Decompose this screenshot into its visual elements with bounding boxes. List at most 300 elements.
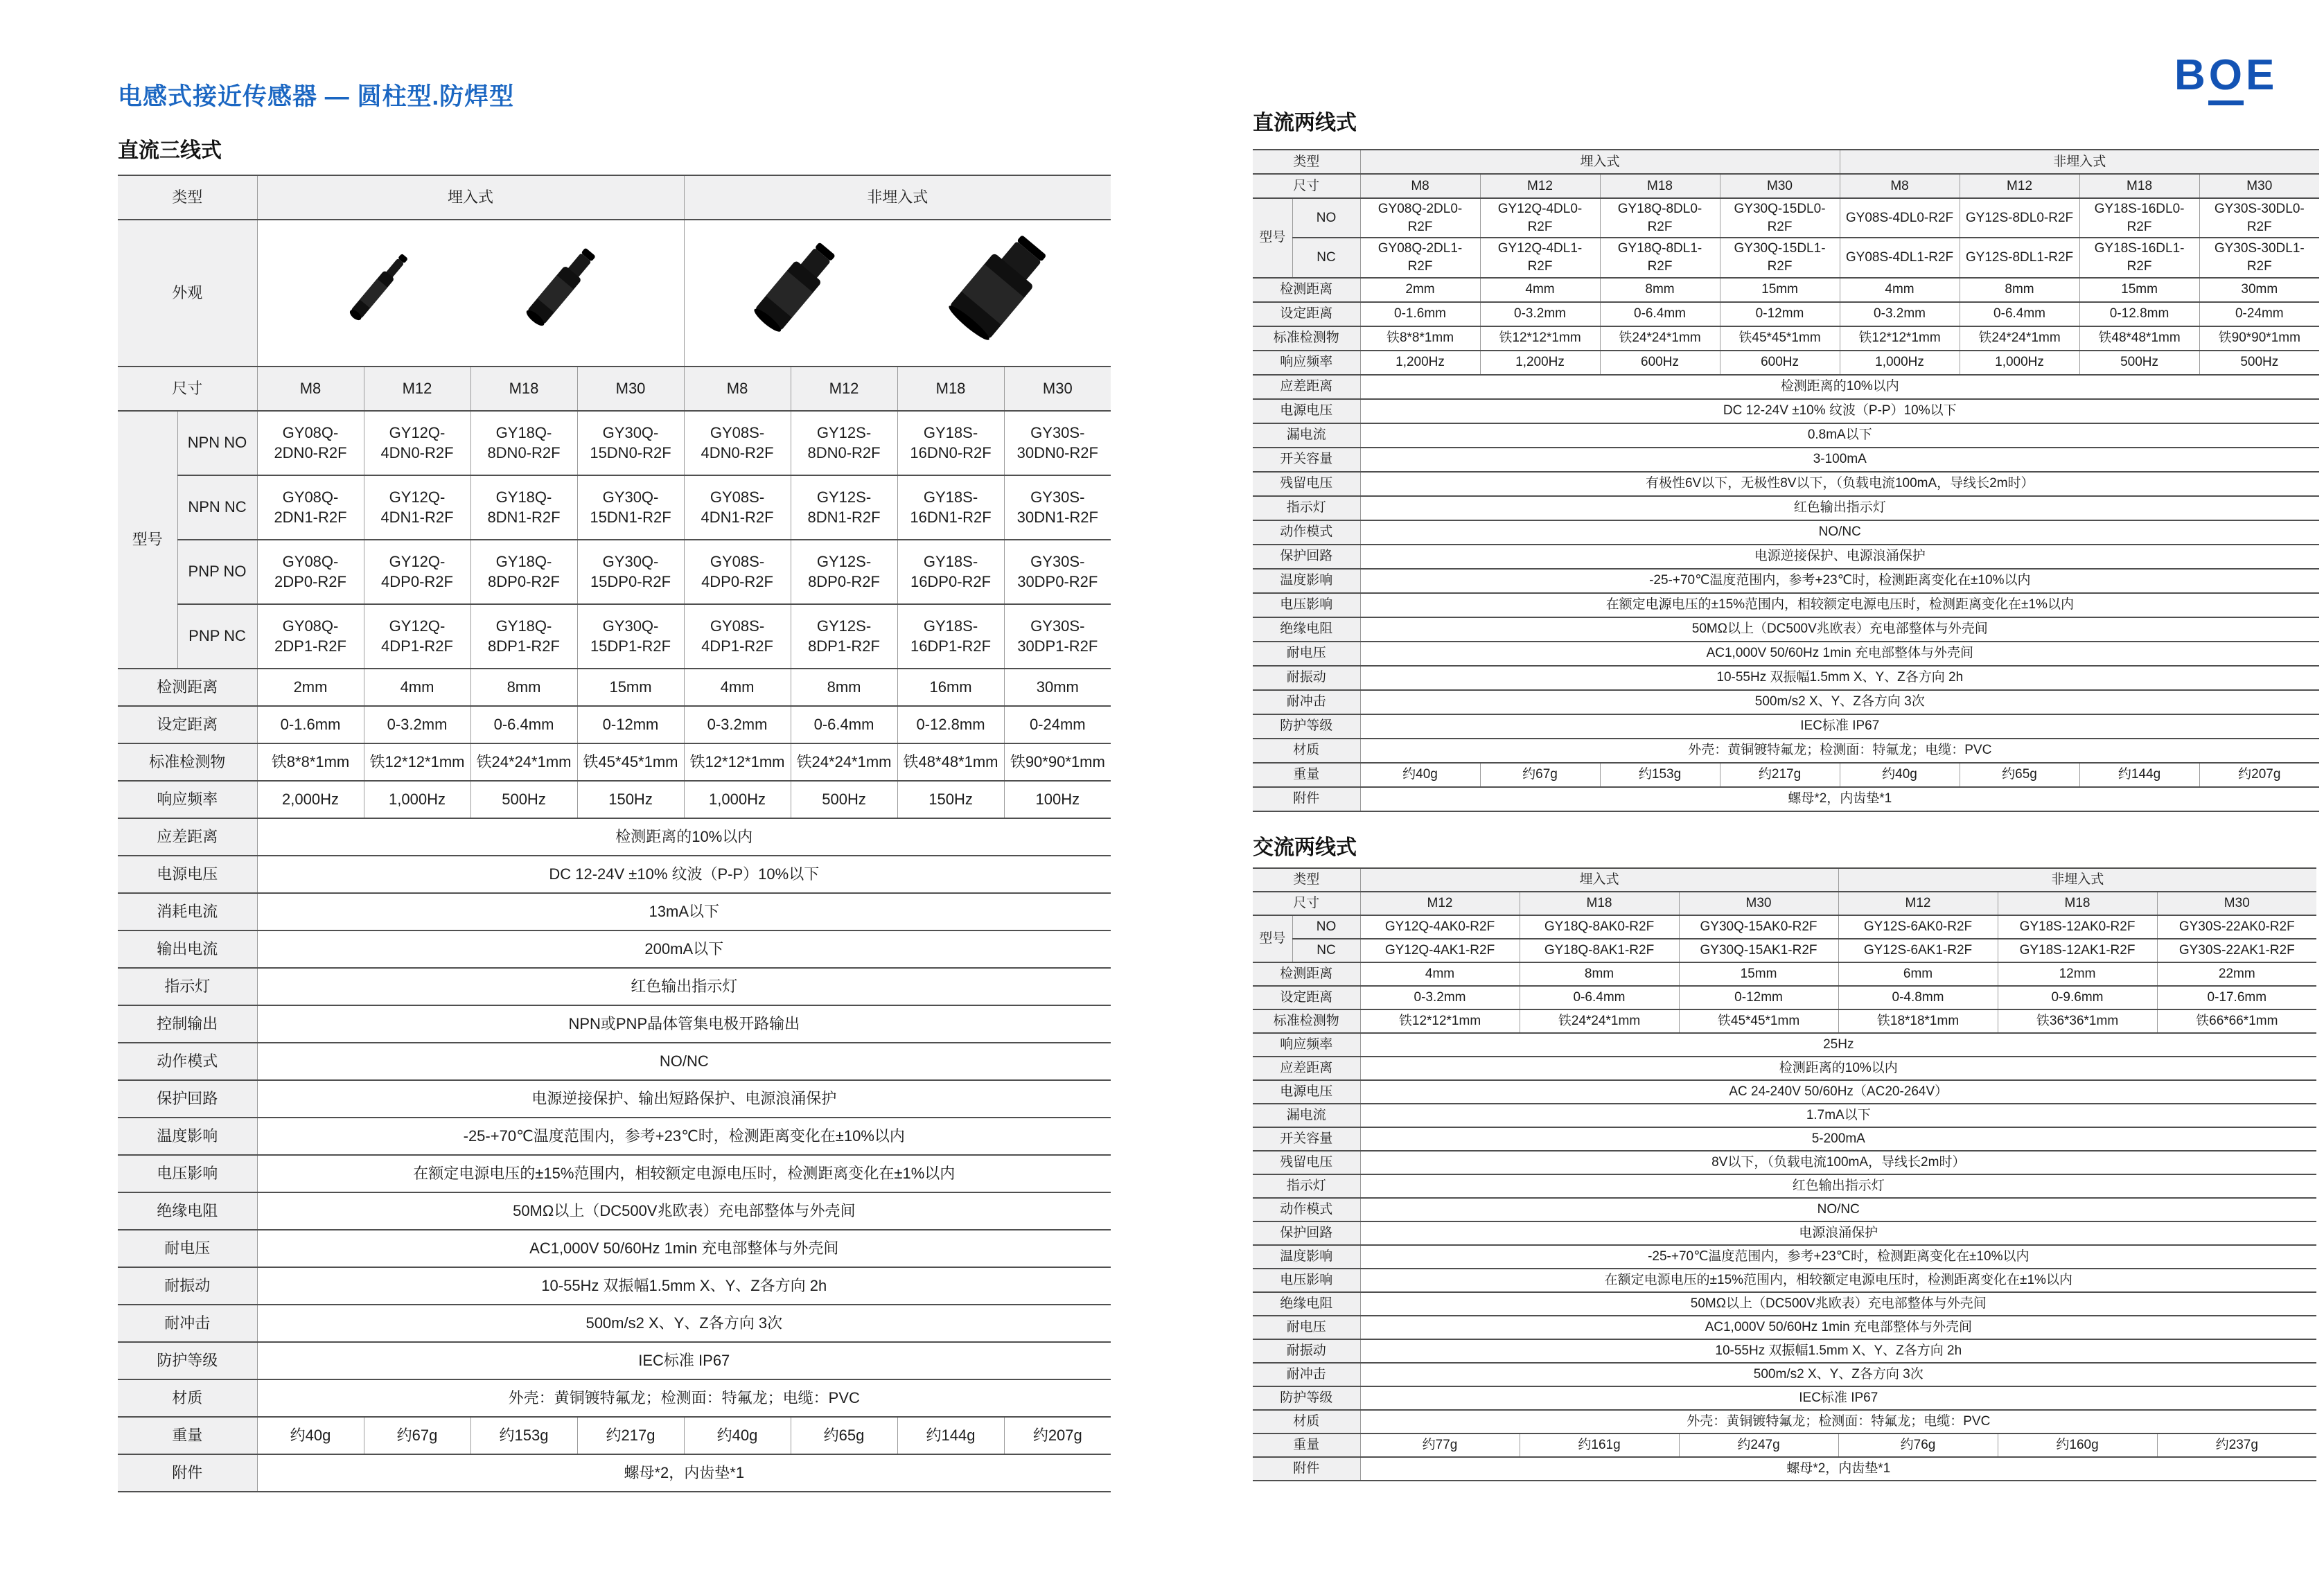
- spec-span-cell: NPN或PNP晶体管集电极开路输出: [257, 1005, 1111, 1043]
- model-number-cell: GY30S-22AK0-R2F: [2157, 915, 2316, 939]
- spec-value-cell: 12mm: [1998, 962, 2157, 986]
- table-row: [1253, 642, 2319, 666]
- spec-span-cell: 电源浪涌保护: [1360, 1221, 2316, 1245]
- spec-value-cell: 铁36*36*1mm: [1998, 1009, 2157, 1033]
- spec-value-cell: 0-6.4mm: [1960, 302, 2079, 326]
- row-label: 类型: [118, 175, 257, 220]
- type-group-header: 非埋入式: [1840, 150, 2319, 174]
- spec-span-cell: 500m/s2 X、Y、Z各方向 3次: [1360, 690, 2319, 714]
- spec-value-cell: 16mm: [897, 669, 1004, 706]
- row-label: 设定距离: [118, 706, 257, 743]
- table-row: [1253, 1245, 2316, 1269]
- model-number-cell: GY30Q-15DP0-R2F: [577, 540, 684, 604]
- table-row: [1253, 399, 2319, 423]
- table-row: [118, 669, 1111, 706]
- model-number-cell: GY18S-16DL0-R2F: [2079, 198, 2199, 238]
- model-number-cell: GY30S-30DP1-R2F: [1004, 604, 1111, 669]
- dc-two-wire-spec-table: [1253, 149, 2319, 812]
- spec-span-cell: 5-200mA: [1360, 1127, 2316, 1151]
- sensor-medium-photo: [500, 232, 617, 354]
- spec-value-cell: 0-3.2mm: [1360, 986, 1520, 1009]
- model-number-cell: GY12Q-4DP1-R2F: [364, 604, 470, 669]
- table-row: [1253, 545, 2319, 569]
- row-label: 型号: [1253, 198, 1292, 278]
- spec-value-cell: 铁18*18*1mm: [1838, 1009, 1998, 1033]
- spec-span-cell: 外壳：黄铜镀特氟龙；检测面：特氟龙；电缆：PVC: [1360, 739, 2319, 763]
- row-label: 指示灯: [1253, 496, 1360, 520]
- spec-value-cell: 0-6.4mm: [1600, 302, 1720, 326]
- sensor-photo-cell: [257, 220, 684, 367]
- spec-value-cell: 0-6.4mm: [470, 706, 577, 743]
- table-row: [1253, 1080, 2316, 1104]
- size-header-cell: M18: [470, 367, 577, 411]
- spec-span-cell: 电源逆接保护、输出短路保护、电源浪涌保护: [257, 1080, 1111, 1118]
- spec-value-cell: 铁12*12*1mm: [1360, 1009, 1520, 1033]
- table-row: [1253, 1151, 2316, 1174]
- spec-value-cell: 8mm: [1600, 278, 1720, 302]
- ac2-table: [1253, 867, 2316, 1481]
- spec-span-cell: NO/NC: [1360, 1198, 2316, 1221]
- model-number-cell: GY12S-8DN1-R2F: [791, 475, 897, 540]
- model-number-cell: GY08Q-2DP1-R2F: [257, 604, 364, 669]
- model-number-cell: GY12S-8DP0-R2F: [791, 540, 897, 604]
- spec-value-cell: 0-3.2mm: [684, 706, 791, 743]
- size-header-cell: M12: [1960, 174, 2079, 198]
- row-label: 耐冲击: [118, 1305, 257, 1342]
- row-label: 标准检测物: [1253, 326, 1360, 351]
- model-number-cell: GY18S-12AK0-R2F: [1998, 915, 2157, 939]
- table-row: [118, 893, 1111, 930]
- spec-span-cell: 红色输出指示灯: [1360, 1174, 2316, 1198]
- spec-value-cell: 15mm: [1679, 962, 1838, 986]
- spec-value-cell: 30mm: [2199, 278, 2319, 302]
- row-label: 控制输出: [118, 1005, 257, 1043]
- spec-value-cell: 4mm: [1480, 278, 1600, 302]
- table-row: [1253, 326, 2319, 351]
- row-label: 型号: [118, 411, 177, 669]
- row-label: 耐冲击: [1253, 690, 1360, 714]
- model-number-cell: GY08Q-2DP0-R2F: [257, 540, 364, 604]
- row-label: 动作模式: [1253, 520, 1360, 545]
- model-number-cell: GY18Q-8DL0-R2F: [1600, 198, 1720, 238]
- model-number-cell: GY08Q-2DL0-R2F: [1360, 198, 1480, 238]
- size-header-cell: M12: [1838, 892, 1998, 915]
- table-row: [1253, 1127, 2316, 1151]
- spec-span-cell: AC1,000V 50/60Hz 1min 充电部整体与外壳间: [257, 1230, 1111, 1267]
- model-number-cell: GY30Q-15DL0-R2F: [1720, 198, 1840, 238]
- ac-two-wire-spec-table: [1253, 867, 2316, 1481]
- row-label: 温度影响: [1253, 569, 1360, 593]
- row-label: 防护等级: [118, 1342, 257, 1379]
- sensor-small-photo: [324, 238, 428, 348]
- spec-value-cell: 0-24mm: [1004, 706, 1111, 743]
- section-title-dc-two-wire: 直流两线式: [1253, 112, 1357, 134]
- spec-value-cell: 约40g: [1840, 763, 1960, 787]
- size-header-cell: M18: [2079, 174, 2199, 198]
- model-number-cell: GY08S-4DN1-R2F: [684, 475, 791, 540]
- spec-value-cell: 铁24*24*1mm: [1960, 326, 2079, 351]
- spec-span-cell: 50MΩ以上（DC500V兆欧表）充电部整体与外壳间: [257, 1192, 1111, 1230]
- spec-span-cell: 10-55Hz 双振幅1.5mm X、Y、Z各方向 2h: [257, 1267, 1111, 1305]
- table-row: [118, 1342, 1111, 1379]
- table-row: [1253, 302, 2319, 326]
- model-number-cell: GY30S-30DN1-R2F: [1004, 475, 1111, 540]
- spec-value-cell: 1,000Hz: [364, 781, 470, 818]
- spec-span-cell: 8V以下，（负载电流100mA，导线长2m时）: [1360, 1151, 2316, 1174]
- row-label: 检测距离: [118, 669, 257, 706]
- row-label: 耐冲击: [1253, 1363, 1360, 1386]
- model-number-cell: GY30Q-15AK0-R2F: [1679, 915, 1838, 939]
- spec-span-cell: IEC标准 IP67: [257, 1342, 1111, 1379]
- table-row: [1253, 423, 2319, 448]
- row-label: 耐振动: [1253, 1339, 1360, 1363]
- type-group-header: 非埋入式: [684, 175, 1111, 220]
- row-sublabel: NPN NC: [177, 475, 257, 540]
- table-row: [1253, 986, 2316, 1009]
- size-header-cell: M18: [1520, 892, 1679, 915]
- row-label: 漏电流: [1253, 1104, 1360, 1127]
- row-label: 检测距离: [1253, 278, 1360, 302]
- row-label: 电压影响: [1253, 593, 1360, 617]
- row-label: 温度影响: [1253, 1245, 1360, 1269]
- table-row: [118, 781, 1111, 818]
- model-number-cell: GY12S-8DP1-R2F: [791, 604, 897, 669]
- table-row: [1253, 1386, 2316, 1410]
- table-row: [1253, 787, 2319, 811]
- spec-value-cell: 铁8*8*1mm: [1360, 326, 1480, 351]
- spec-value-cell: 0-9.6mm: [1998, 986, 2157, 1009]
- spec-value-cell: 0-17.6mm: [2157, 986, 2316, 1009]
- table-row: [1253, 375, 2319, 399]
- table-row: [118, 743, 1111, 781]
- spec-span-cell: 外壳：黄铜镀特氟龙；检测面：特氟龙；电缆：PVC: [257, 1379, 1111, 1417]
- spec-value-cell: 0-12.8mm: [897, 706, 1004, 743]
- spec-span-cell: 13mA以下: [257, 893, 1111, 930]
- boe-logo: [2174, 51, 2278, 99]
- size-header-cell: M30: [1679, 892, 1838, 915]
- spec-value-cell: 0-12.8mm: [2079, 302, 2199, 326]
- table-row: [1253, 868, 2316, 892]
- table-row: [118, 1118, 1111, 1155]
- spec-value-cell: 铁66*66*1mm: [2157, 1009, 2316, 1033]
- spec-span-cell: AC1,000V 50/60Hz 1min 充电部整体与外壳间: [1360, 642, 2319, 666]
- table-row: [1253, 939, 2316, 962]
- row-label: 温度影响: [118, 1118, 257, 1155]
- table-row: [1253, 472, 2319, 496]
- spec-value-cell: 0-12mm: [1679, 986, 1838, 1009]
- spec-value-cell: 铁24*24*1mm: [470, 743, 577, 781]
- model-number-cell: GY18S-16DN0-R2F: [897, 411, 1004, 475]
- spec-value-cell: 0-6.4mm: [791, 706, 897, 743]
- table-row: [118, 175, 1111, 220]
- section-title-ac-two-wire: 交流两线式: [1253, 836, 1357, 859]
- spec-value-cell: 8mm: [791, 669, 897, 706]
- row-sublabel: NC: [1292, 939, 1360, 962]
- spec-value-cell: 1,200Hz: [1480, 351, 1600, 375]
- row-label: 应差距离: [1253, 375, 1360, 399]
- table-row: [1253, 1221, 2316, 1245]
- spec-span-cell: 200mA以下: [257, 930, 1111, 968]
- row-label: 尺寸: [118, 367, 257, 411]
- spec-span-cell: 10-55Hz 双振幅1.5mm X、Y、Z各方向 2h: [1360, 1339, 2316, 1363]
- table-row: [118, 1379, 1111, 1417]
- spec-value-cell: 约207g: [1004, 1417, 1111, 1454]
- row-label: 输出电流: [118, 930, 257, 968]
- spec-value-cell: 2mm: [1360, 278, 1480, 302]
- table-row: [118, 968, 1111, 1005]
- model-number-cell: GY12Q-4AK1-R2F: [1360, 939, 1520, 962]
- spec-value-cell: 15mm: [2079, 278, 2199, 302]
- table-row: [118, 856, 1111, 893]
- spec-span-cell: 电源逆接保护、电源浪涌保护: [1360, 545, 2319, 569]
- row-sublabel: PNP NO: [177, 540, 257, 604]
- type-group-header: 埋入式: [1360, 868, 1838, 892]
- spec-value-cell: 铁90*90*1mm: [1004, 743, 1111, 781]
- spec-value-cell: 2mm: [257, 669, 364, 706]
- spec-value-cell: 8mm: [1960, 278, 2079, 302]
- row-sublabel: NO: [1292, 198, 1360, 238]
- model-number-cell: GY18Q-8DP0-R2F: [470, 540, 577, 604]
- model-number-cell: GY30Q-15DP1-R2F: [577, 604, 684, 669]
- row-label: 耐电压: [118, 1230, 257, 1267]
- model-number-cell: GY08S-4DN0-R2F: [684, 411, 791, 475]
- table-row: [1253, 1009, 2316, 1033]
- spec-value-cell: 15mm: [577, 669, 684, 706]
- logo-letter-o: O: [2208, 51, 2246, 99]
- model-number-cell: GY18Q-8DL1-R2F: [1600, 238, 1720, 277]
- table-row: [1253, 198, 2319, 238]
- spec-span-cell: 有极性6V以下，无极性8V以下，（负载电流100mA，导线长2m时）: [1360, 472, 2319, 496]
- size-header-cell: M30: [577, 367, 684, 411]
- spec-span-cell: 500m/s2 X、Y、Z各方向 3次: [257, 1305, 1111, 1342]
- table-row: [118, 367, 1111, 411]
- row-label: 重量: [1253, 763, 1360, 787]
- row-label: 保护回路: [1253, 545, 1360, 569]
- sensor-photo-cell: [684, 220, 1111, 367]
- spec-value-cell: 6mm: [1838, 962, 1998, 986]
- spec-value-cell: 约144g: [897, 1417, 1004, 1454]
- size-header-cell: M12: [1480, 174, 1600, 198]
- spec-value-cell: 0-1.6mm: [257, 706, 364, 743]
- spec-value-cell: 2,000Hz: [257, 781, 364, 818]
- model-number-cell: GY12Q-4DN0-R2F: [364, 411, 470, 475]
- spec-value-cell: 0-24mm: [2199, 302, 2319, 326]
- table-row: [118, 1417, 1111, 1454]
- model-number-cell: GY08Q-2DL1-R2F: [1360, 238, 1480, 277]
- row-label: 绝缘电阻: [118, 1192, 257, 1230]
- spec-value-cell: 4mm: [684, 669, 791, 706]
- row-label: 指示灯: [1253, 1174, 1360, 1198]
- table-row: [1253, 351, 2319, 375]
- model-number-cell: GY08Q-2DN0-R2F: [257, 411, 364, 475]
- table-row: [118, 930, 1111, 968]
- spec-value-cell: 30mm: [1004, 669, 1111, 706]
- table-row: [118, 1155, 1111, 1192]
- spec-value-cell: 500Hz: [2199, 351, 2319, 375]
- spec-span-cell: 3-100mA: [1360, 448, 2319, 472]
- row-label: 电源电压: [118, 856, 257, 893]
- spec-span-cell: 外壳：黄铜镀特氟龙；检测面：特氟龙；电缆：PVC: [1360, 1410, 2316, 1433]
- sensor-large-photo: [730, 227, 856, 359]
- model-number-cell: GY12S-6AK0-R2F: [1838, 915, 1998, 939]
- table-row: [1253, 278, 2319, 302]
- row-label: 残留电压: [1253, 1151, 1360, 1174]
- model-number-cell: GY12Q-4DN1-R2F: [364, 475, 470, 540]
- spec-value-cell: 铁12*12*1mm: [364, 743, 470, 781]
- spec-span-cell: 0.8mA以下: [1360, 423, 2319, 448]
- spec-value-cell: 0-3.2mm: [364, 706, 470, 743]
- spec-value-cell: 铁48*48*1mm: [897, 743, 1004, 781]
- table-row: [118, 1080, 1111, 1118]
- row-label: 材质: [118, 1379, 257, 1417]
- row-label: 响应频率: [1253, 1033, 1360, 1057]
- spec-value-cell: 约40g: [257, 1417, 364, 1454]
- spec-value-cell: 0-3.2mm: [1480, 302, 1600, 326]
- table-row: [1253, 714, 2319, 739]
- row-label: 电压影响: [1253, 1269, 1360, 1292]
- spec-span-cell: 25Hz: [1360, 1033, 2316, 1057]
- spec-value-cell: 约237g: [2157, 1433, 2316, 1457]
- table-row: [1253, 1410, 2316, 1433]
- spec-value-cell: 约247g: [1679, 1433, 1838, 1457]
- size-header-cell: M12: [791, 367, 897, 411]
- spec-value-cell: 约40g: [1360, 763, 1480, 787]
- table-row: [1253, 1104, 2316, 1127]
- spec-value-cell: 铁12*12*1mm: [684, 743, 791, 781]
- spec-value-cell: 铁12*12*1mm: [1840, 326, 1960, 351]
- spec-value-cell: 1,000Hz: [684, 781, 791, 818]
- table-row: [1253, 915, 2316, 939]
- spec-value-cell: 0-1.6mm: [1360, 302, 1480, 326]
- table-row: [1253, 1316, 2316, 1339]
- spec-span-cell: 50MΩ以上（DC500V兆欧表）充电部整体与外壳间: [1360, 617, 2319, 642]
- row-label: 尺寸: [1253, 174, 1360, 198]
- row-label: 开关容量: [1253, 1127, 1360, 1151]
- table-row: [118, 1267, 1111, 1305]
- model-number-cell: GY12Q-4DP0-R2F: [364, 540, 470, 604]
- table-row: [1253, 763, 2319, 787]
- table-row: [1253, 739, 2319, 763]
- size-header-cell: M30: [1004, 367, 1111, 411]
- table-row: [118, 1005, 1111, 1043]
- row-label: 指示灯: [118, 968, 257, 1005]
- table-row: [118, 540, 1111, 604]
- model-number-cell: GY12S-8DN0-R2F: [791, 411, 897, 475]
- row-label: 类型: [1253, 150, 1360, 174]
- size-header-cell: M8: [257, 367, 364, 411]
- model-number-cell: GY18Q-8DN1-R2F: [470, 475, 577, 540]
- spec-value-cell: 8mm: [1520, 962, 1679, 986]
- spec-value-cell: 约160g: [1998, 1433, 2157, 1457]
- row-sublabel: PNP NC: [177, 604, 257, 669]
- spec-value-cell: 1,200Hz: [1360, 351, 1480, 375]
- row-label: 动作模式: [1253, 1198, 1360, 1221]
- spec-value-cell: 0-12mm: [1720, 302, 1840, 326]
- table-row: [1253, 1057, 2316, 1080]
- model-number-cell: GY18S-16DP1-R2F: [897, 604, 1004, 669]
- row-label: 残留电压: [1253, 472, 1360, 496]
- spec-span-cell: 50MΩ以上（DC500V兆欧表）充电部整体与外壳间: [1360, 1292, 2316, 1316]
- spec-value-cell: 铁45*45*1mm: [577, 743, 684, 781]
- row-label: 型号: [1253, 915, 1292, 962]
- spec-value-cell: 约65g: [791, 1417, 897, 1454]
- row-label: 保护回路: [1253, 1221, 1360, 1245]
- spec-value-cell: 150Hz: [577, 781, 684, 818]
- spec-value-cell: 约67g: [364, 1417, 470, 1454]
- spec-value-cell: 4mm: [364, 669, 470, 706]
- table-row: [1253, 617, 2319, 642]
- spec-value-cell: 600Hz: [1720, 351, 1840, 375]
- spec-value-cell: 8mm: [470, 669, 577, 706]
- row-label: 耐电压: [1253, 1316, 1360, 1339]
- spec-value-cell: 1,000Hz: [1960, 351, 2079, 375]
- row-label: 设定距离: [1253, 302, 1360, 326]
- spec-span-cell: 500m/s2 X、Y、Z各方向 3次: [1360, 1363, 2316, 1386]
- model-number-cell: GY30Q-15DN1-R2F: [577, 475, 684, 540]
- table-row: [118, 818, 1111, 856]
- model-number-cell: GY08S-4DP0-R2F: [684, 540, 791, 604]
- row-label: 应差距离: [118, 818, 257, 856]
- table-row: [1253, 150, 2319, 174]
- dc-three-wire-spec-table: [118, 175, 1111, 1492]
- spec-value-cell: 铁8*8*1mm: [257, 743, 364, 781]
- spec-span-cell: 红色输出指示灯: [1360, 496, 2319, 520]
- spec-value-cell: 约217g: [1720, 763, 1840, 787]
- row-label: 防护等级: [1253, 714, 1360, 739]
- row-sublabel: NPN NO: [177, 411, 257, 475]
- row-label: 电源电压: [1253, 399, 1360, 423]
- spec-value-cell: 15mm: [1720, 278, 1840, 302]
- spec-value-cell: 约207g: [2199, 763, 2319, 787]
- spec-value-cell: 0-12mm: [577, 706, 684, 743]
- row-label: 重量: [1253, 1433, 1360, 1457]
- size-header-cell: M18: [1998, 892, 2157, 915]
- spec-value-cell: 铁24*24*1mm: [1520, 1009, 1679, 1033]
- table-row: [1253, 1292, 2316, 1316]
- row-label: 电压影响: [118, 1155, 257, 1192]
- spec-value-cell: 约65g: [1960, 763, 2079, 787]
- row-label: 材质: [1253, 739, 1360, 763]
- spec-span-cell: DC 12-24V ±10% 纹波（P-P）10%以下: [257, 856, 1111, 893]
- model-number-cell: GY30Q-15AK1-R2F: [1679, 939, 1838, 962]
- table-row: [1253, 496, 2319, 520]
- spec-value-cell: 500Hz: [470, 781, 577, 818]
- spec-value-cell: 0-6.4mm: [1520, 986, 1679, 1009]
- size-header-cell: M18: [1600, 174, 1720, 198]
- model-number-cell: GY30S-22AK1-R2F: [2157, 939, 2316, 962]
- spec-span-cell: AC1,000V 50/60Hz 1min 充电部整体与外壳间: [1360, 1316, 2316, 1339]
- spec-value-cell: 0-4.8mm: [1838, 986, 1998, 1009]
- type-group-header: 埋入式: [1360, 150, 1840, 174]
- spec-value-cell: 22mm: [2157, 962, 2316, 986]
- table-row: [1253, 1457, 2316, 1481]
- row-label: 电源电压: [1253, 1080, 1360, 1104]
- model-number-cell: GY12Q-4DL1-R2F: [1480, 238, 1600, 277]
- spec-span-cell: 检测距离的10%以内: [1360, 375, 2319, 399]
- model-number-cell: GY18S-16DL1-R2F: [2079, 238, 2199, 277]
- size-header-cell: M8: [684, 367, 791, 411]
- spec-value-cell: 500Hz: [2079, 351, 2199, 375]
- spec-span-cell: 螺母*2，内齿垫*1: [257, 1454, 1111, 1492]
- model-number-cell: GY08Q-2DN1-R2F: [257, 475, 364, 540]
- row-sublabel: NO: [1292, 915, 1360, 939]
- table-row: [118, 475, 1111, 540]
- table-row: [1253, 1339, 2316, 1363]
- size-header-cell: M30: [2199, 174, 2319, 198]
- model-number-cell: GY18S-16DN1-R2F: [897, 475, 1004, 540]
- table-row: [118, 1454, 1111, 1492]
- row-label: 检测距离: [1253, 962, 1360, 986]
